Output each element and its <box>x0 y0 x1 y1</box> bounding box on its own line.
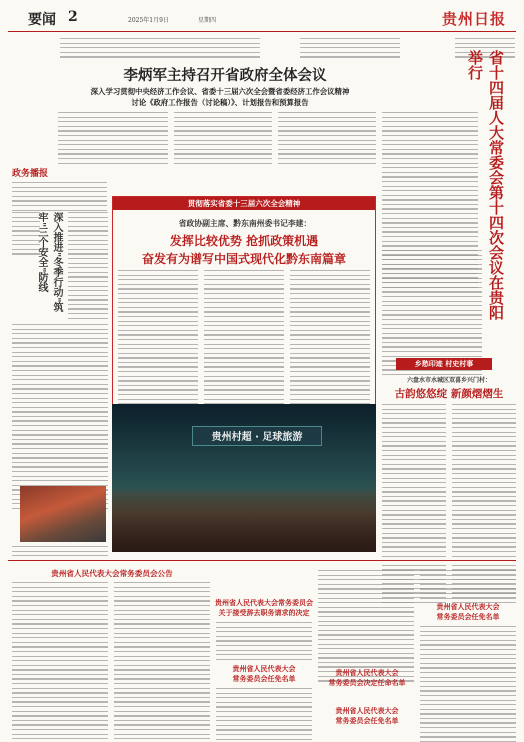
lead-body-3 <box>278 112 376 167</box>
section-name: 要闻 <box>28 12 56 28</box>
lead-text-top <box>60 38 260 61</box>
feature-kicker: 省政协副主席、黔东南州委书记李建： <box>178 219 312 228</box>
left-section-label: 政务播报 <box>12 169 49 179</box>
issue-weekday: 星期四 <box>198 17 217 24</box>
notice-mid-text-2 <box>216 688 312 742</box>
notice-mid-text-1 <box>216 622 312 663</box>
notice-left-text <box>12 582 108 742</box>
left-column-text-1 <box>12 182 107 214</box>
notice-right-title-1 <box>318 668 416 688</box>
lead-subtitle <box>30 86 410 108</box>
left-column-text-3 <box>12 324 108 512</box>
notice-far-right-text-2 <box>420 626 516 742</box>
top-right-text <box>300 38 400 61</box>
left-pull-quote: 深入推进"冬季行动"筑牢"三个安全"防线 <box>36 212 62 313</box>
issue-date: 2025年1月9日 <box>128 17 169 24</box>
notice-mid-title-1b: 关于接受辞去职务请求的决定 <box>218 609 310 617</box>
feature-headline-2: 奋发有为谱写中国式现代化黔东南篇章 <box>141 252 346 266</box>
left-column-text-2 <box>68 212 108 322</box>
notice-left-text-2 <box>114 582 210 742</box>
photo-caption-text: 贵州村超 · 足球旅游 <box>211 432 303 443</box>
lead-body-1 <box>58 112 168 167</box>
bottom-divider <box>8 560 516 561</box>
masthead <box>8 6 516 32</box>
notice-right-title-2a: 贵州省人民代表大会 <box>335 707 399 715</box>
notice-mid-title-1a: 贵州省人民代表大会常务委员会 <box>215 599 313 607</box>
notice-mid-title-2b: 常务委员会任免名单 <box>232 675 296 683</box>
vertical-headline: 省十四届人大常委会第十四次会议在贵阳举行 <box>466 50 505 320</box>
notice-left-title: 贵州省人民代表大会常务委员会公告 <box>51 569 173 578</box>
lead-body-2 <box>174 112 272 167</box>
feature-banner: 贯彻落实省委十三届六次全会精神 <box>113 197 375 210</box>
notice-mid-title-1 <box>214 598 314 618</box>
lead-title: 李炳军主持召开省政府全体会议 <box>123 68 327 84</box>
notice-right-title-1b: 常务委员会决定任命名单 <box>328 679 406 687</box>
notice-mid-title-2a: 贵州省人民代表大会 <box>232 665 296 673</box>
right-column-tag: 乡愁印迹 村史村事 <box>396 358 492 370</box>
photo-crowd <box>112 492 376 552</box>
lead-subtitle-line2: 讨论《政府工作报告（讨论稿）》、计划报告和预算报告 <box>131 98 309 107</box>
right-column-headline: 古韵悠悠绽 新颜熠熠生 <box>394 388 504 400</box>
left-photo-caption <box>12 546 108 564</box>
notice-right-title-2b: 常务委员会任免名单 <box>335 717 399 725</box>
notice-right-title-1a: 贵州省人民代表大会 <box>335 669 399 677</box>
page-number: 2 <box>68 9 78 25</box>
left-photo <box>20 486 106 542</box>
notice-mid-title-2 <box>214 664 314 684</box>
right-column-kicker: 六盘水市水城区双喜乡兴门村： <box>406 377 491 384</box>
notice-far-right-title-a: 贵州省人民代表大会 <box>436 603 500 611</box>
night-market-photo <box>112 404 376 552</box>
notice-far-right-title-b: 常务委员会任免名单 <box>436 613 500 621</box>
notice-far-right-text-1 <box>420 570 516 602</box>
notice-right-title-2 <box>318 706 416 726</box>
feature-headline-1: 发挥比较优势 抢抓政策机遇 <box>169 234 319 248</box>
paper-logo: 贵州日报 <box>441 10 506 28</box>
lead-subtitle-line1: 深入学习贯彻中央经济工作会议、省委十三届六次全会暨省委经济工作会议精神 <box>90 87 350 96</box>
notice-far-right-title <box>420 602 516 622</box>
